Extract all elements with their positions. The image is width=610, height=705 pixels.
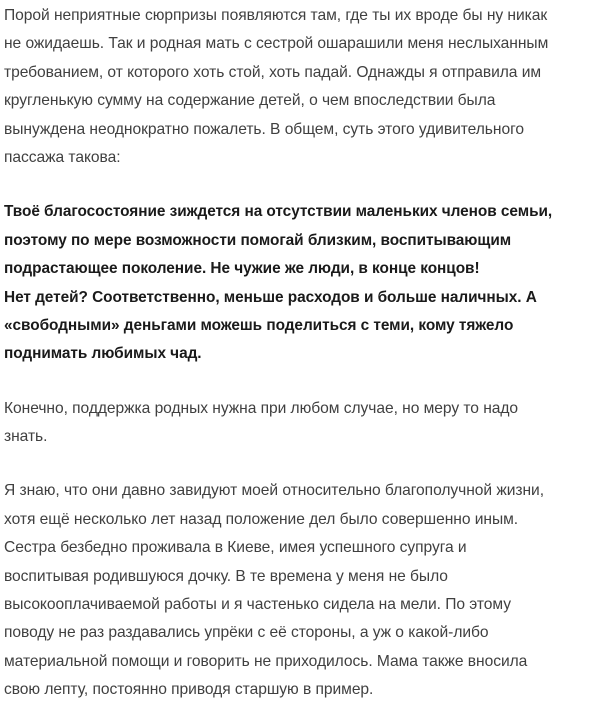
paragraph-spacer [4,369,608,395]
text-line: требованием, от которого хоть стой, хоть падай. Однажды я отправила им [4,63,542,81]
text-line: пассажа такова: [4,148,121,166]
text-line: высокооплачиваемой работы и я частенько сидела на мели. По этому [4,596,511,614]
text-line: Конечно, поддержка родных нужна при любом случае, но меру то надо [4,399,519,417]
text-line: Я знаю, что они давно завидуют моей относительно благополучной жизни, [4,482,544,500]
paragraph-spacer [4,451,608,477]
paragraph-intro [4,0,608,172]
text-line: поводу не раз раздавались упрёки с её стороны, а уж о какой-либо [4,624,489,642]
article-body [4,0,608,705]
text-line: знать. [4,428,48,446]
text-line: Сестра безбедно проживала в Киеве, имея успешного супруга и [4,539,467,557]
paragraph-story [4,477,608,704]
text-line: хотя ещё несколько лет назад положение дел было совершенно иным. [4,510,519,528]
paragraph-remark [4,395,608,452]
text-line: Порой неприятные сюрпризы появляются там, где ты их вроде бы ну никак [4,7,548,24]
text-line: не ожидаешь. Так и родная мать с сестрой ошарашили меня неслыханным [4,35,549,53]
text-line: подрастающее поколение. Не чужие же люди, в конце концов! [4,260,480,278]
text-line: поднимать любимых чад. [4,345,202,363]
text-line: Нет детей? Соответственно, меньше расходов и больше наличных. А [4,288,537,306]
text-line: вынуждена неоднократно пожалеть. В общем, суть этого удивительного [4,120,524,138]
text-line: поэтому по мере возможности помогай близким, воспитывающим [4,231,512,249]
text-line: кругленькую сумму на содержание детей, о чем впоследствии была [4,92,496,110]
text-line: Твоё благосостояние зиждется на отсутствии маленьких членов семьи, [4,203,553,221]
text-line: свою лепту, постоянно приводя старшую в пример. [4,681,374,699]
quote-paragraph [4,198,608,368]
paragraph-spacer [4,172,608,198]
text-line: материальной помощи и говорить не приходилось. Мама также вносила [4,652,528,670]
text-line: воспитывая родившуюся дочку. В те времена у меня не было [4,567,448,585]
text-line: «свободными» деньгами можешь поделиться с теми, кому тяжело [4,316,514,334]
